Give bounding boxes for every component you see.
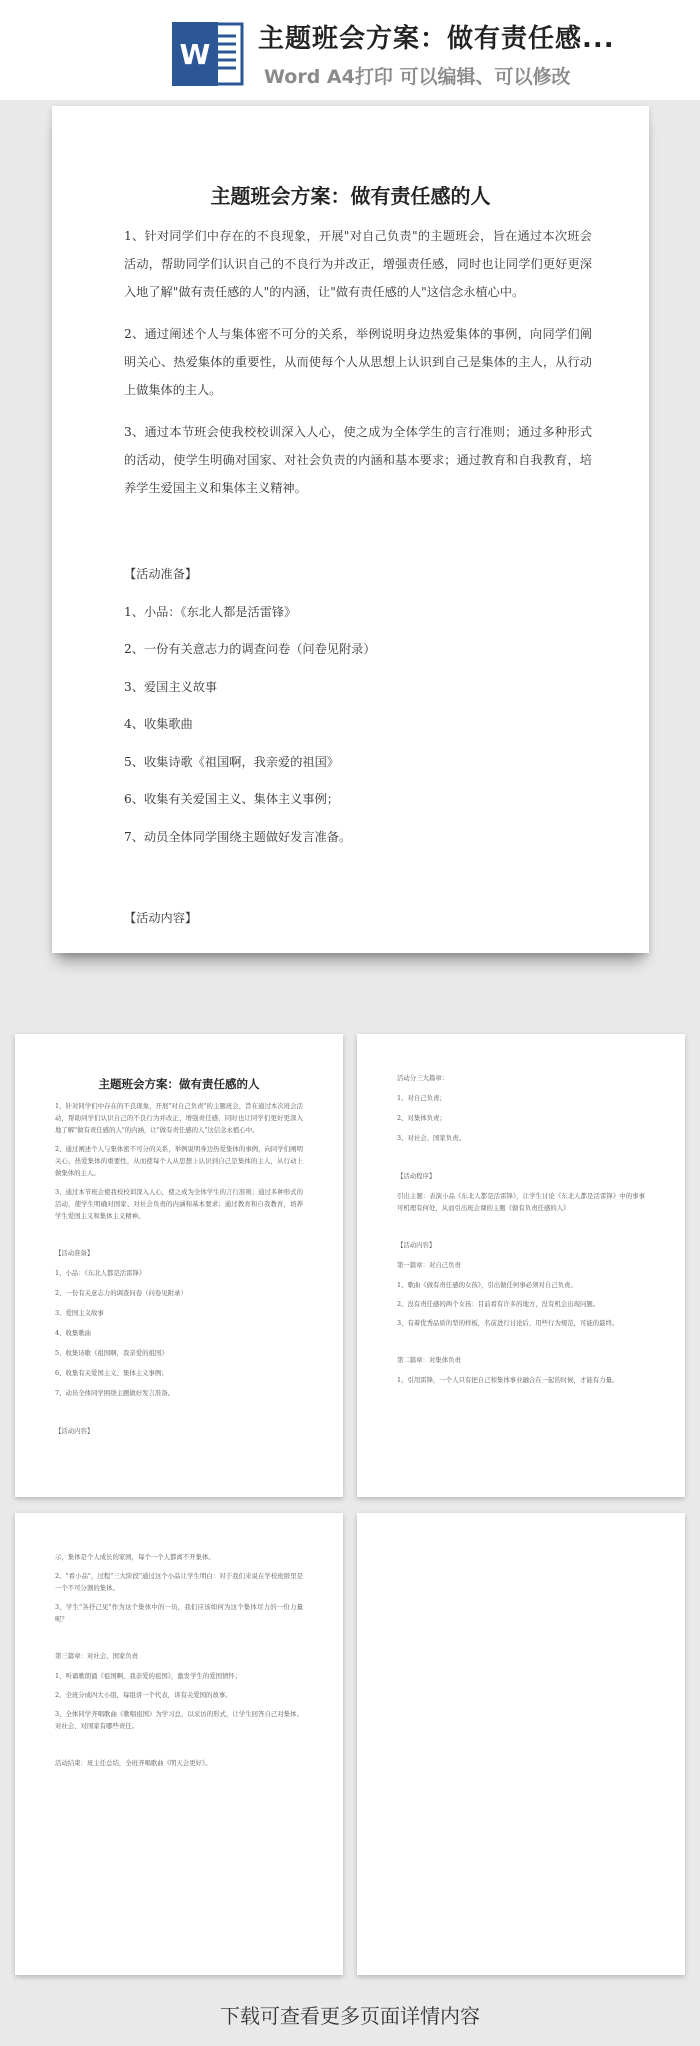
svg-text:W: W [179, 38, 211, 71]
paragraph-3: 3、通过本节班会使我校校训深入人心，使之成为全体学生的言行准则；通过多种形式的活动，使学生明确对国家、对社会负责的内涵和基本要求；通过教育和自我教育，培养学生爱国主义和集体主义精神。 [124, 425, 592, 495]
paragraph-2: 2、通过阐述个人与集体密不可分的关系，举例说明身边热爱集体的事例，向同学们阐明关心、热爱集体的重要性，从而使每个人从思想上认识到自己是集体的主人，从行动上做集体的主人。 [124, 327, 592, 397]
document-title-banner: 主题班会方案：做有责任感... [258, 24, 615, 54]
thumbnail-page-4-blank[interactable] [357, 1513, 685, 1975]
download-more-link[interactable]: 下载可查看更多页面详情内容 [220, 2004, 480, 2028]
prep-item: 7、动员全体同学围绕主题做好发言准备。 [124, 829, 352, 844]
prep-item: 5、收集诗歌《祖国啊，我亲爱的祖国》 [124, 754, 339, 769]
thumb-body: 示，集体是个人成长的家园，每个一个人都离不开集体。 2、"看小品"，过程"三大阶段"通过这个小品让学生明白：对于我们来说在学校班级里是一个不可分割的集体。 3、学生"各抒己见"作为这个集体中的一员，我们应该如何为这个集体尽力的一份力量呢？ 第三篇章：对社会、国家负责 1、听诵歌朗诵《祖国啊，我亲爱的祖国》，激发学生的爱国情怀； 2、全班分成四大小组，每组讲一个代表，讲有关爱国的故事。 3、全体同学齐唱歌曲《歌唱祖国》为学习总，以采访的形式，让学生回答自己对集体、对社会、对国家有哪些责任。 活动结束：班主任总结，全班齐唱歌曲《明天会更好》。 [55, 1553, 303, 1767]
thumb-body: 1、针对同学们中存在的不良现象，开展"对自己负责"的主题班会，旨在通过本次班会活动，帮助同学们认识自己的不良行为并改正，增强责任感，同时也让同学们更好更深入地了解"做有责任感的人"的内涵，让"做有责任感的人"这信念永植心中。 2、通过阐述个人与集体密不可分的关系，举例说明身边热爱集体的事例，向同学们阐明关心、热爱集体的重要性，从而使每个人从思想上认识到自己是集体的主人，从行动上做集体的主人。 3、通过本节班会使我校校训深入人心，使之成为全体学生的言行准则；通过多种形式的活动，使学生明确对国家、对社会负责的内涵和基本要求；通过教育和自我教育，培养学生爱国主义和集体主义精神。 【活动准备】 1、小品：《东北人都是活雷锋》 2、一份有关意志力的调查问卷（问卷见附录） 3、爱国主义故事 4、收集歌曲 5、收集诗歌《祖国啊，我亲爱的祖国》 6、收集有关爱国主义、集体主义事例； 7、动员全体同学围绕主题做好发言准备。 【活动内容】 [55, 1102, 303, 1435]
prep-item: 6、收集有关爱国主义、集体主义事例； [124, 792, 339, 806]
prep-item: 1、小品：《东北人都是活雷锋》 [124, 604, 297, 619]
word-document-icon [172, 20, 244, 88]
header-banner [0, 0, 700, 100]
thumb-body: 活动分三大篇章： 1、对自己负责； 2、对集体负责； 3、对社会、国家负责。 【活动程序】 引出主题：表演小品《东北人都是活雷锋》，让学生讨论《东北人都是活雷锋》中的事事可机理有何处，从而引出班会课的主题《做有负责任感的人》 【活动内容】 第一篇章：对自己负责 1、歌曲《做有责任感的女孩》，引出做任何事必须对自己负责。 2、没有责任感的两个女孩：目前看有许多的地方，没有机会出现问题。 3、有着优秀品质的型的样板，名前进行讨论后，用些行为规范，可能的最终。 第二篇章：对集体负责 1、引用雷锋，一个人只有把自己和集体事业融合在一起的时候，才能有力量。 [397, 1074, 645, 1384]
thumbnail-page-1[interactable] [15, 1034, 343, 1497]
page-body [124, 222, 592, 942]
thumbnail-page-3[interactable] [15, 1513, 343, 1975]
preview-page-1-large [52, 106, 649, 953]
thumbnail-page-2[interactable] [357, 1034, 685, 1497]
prep-item: 2、一份有关意志力的调查问卷（问卷见附录） [124, 642, 376, 656]
content-heading: 【活动内容】 [124, 911, 198, 925]
prep-item: 3、爱国主义故事 [124, 679, 218, 694]
page-title: 主题班会方案：做有责任感的人 [210, 184, 491, 208]
thumb-title: 主题班会方案：做有责任感的人 [98, 1077, 260, 1091]
prep-item: 4、收集歌曲 [124, 717, 193, 731]
document-format-subtitle: Word A4打印 可以编辑、可以修改 [264, 66, 571, 88]
paragraph-1: 1、针对同学们中存在的不良现象，开展"对自己负责"的主题班会，旨在通过本次班会活动，帮助同学们认识自己的不良行为并改正，增强责任感，同时也让同学们更好更深入地了解"做有责任感的人"的内涵，让"做有责任感的人"这信念永植心中。 [124, 229, 592, 299]
prep-heading: 【活动准备】 [124, 567, 198, 581]
